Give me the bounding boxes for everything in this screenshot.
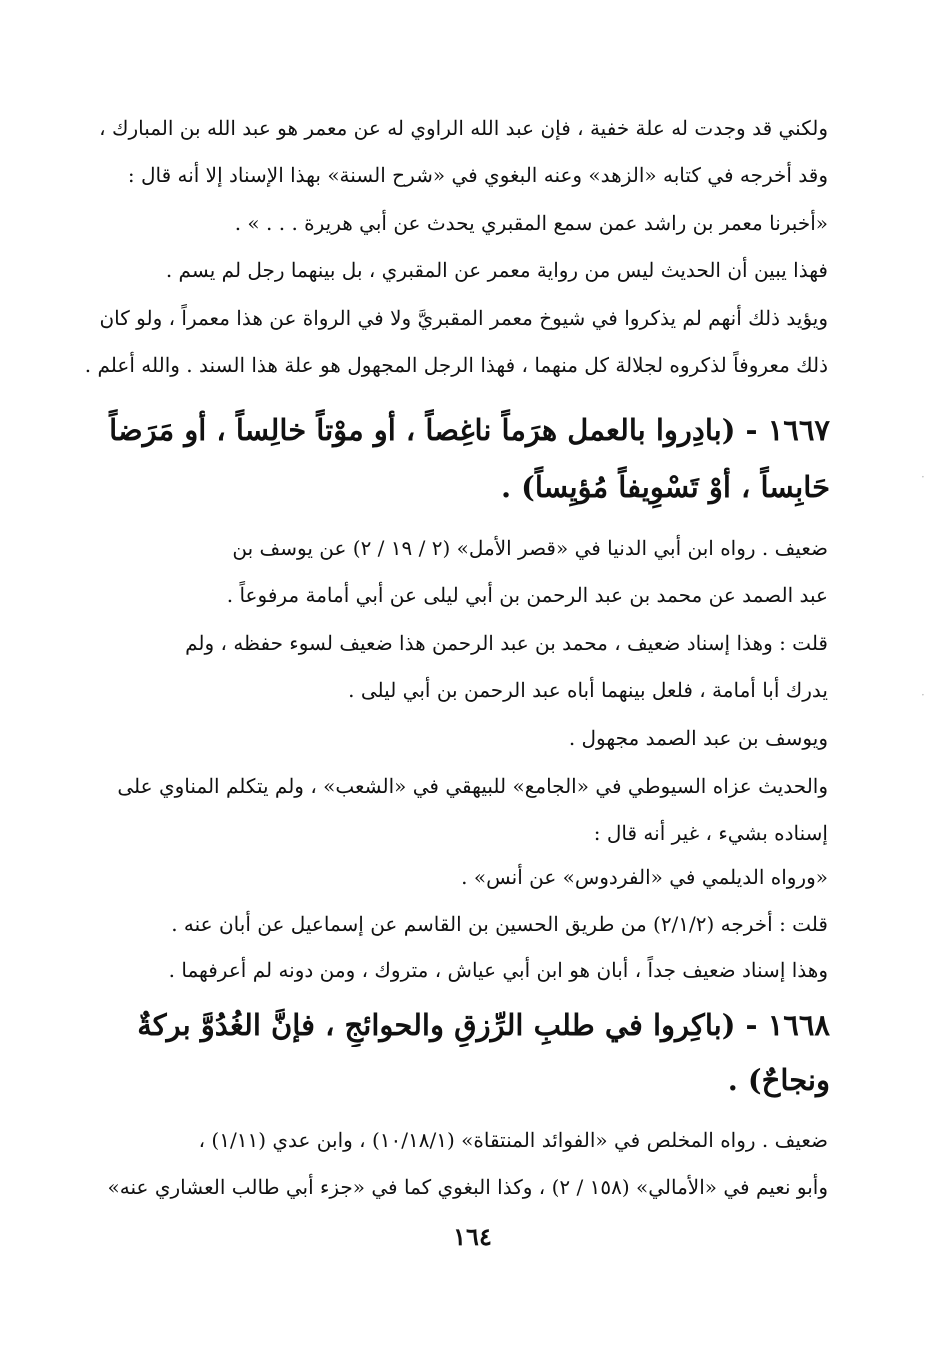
text-line: وقد أخرجه في كتابه «الزهد» وعنه البغوي في «شرح السنة» بهذا الإسناد إلا أنه قال : (127, 163, 828, 187)
text-line: قلت : وهذا إسناد ضعيف ، محمد بن عبد الرحمن هذا ضعيف لسوء حفظه ، ولم (185, 631, 828, 655)
hadith-heading: ١٦٦٧ - (بادِروا بالعمل هرَماً ناغِصاً ، أو موْتاً خالِساً ، أو مَرَضاً (109, 413, 830, 447)
text-line: عبد الصمد عن محمد بن عبد الرحمن بن أبي ليلى عن أبي أمامة مرفوعاً . (226, 583, 828, 607)
text-line: ويؤيد ذلك أنهم لم يذكروا في شيوخ معمر المقبريَّ ولا في الرواة عن هذا معمراً ، ولو كان (99, 306, 828, 330)
text-line: ضعيف . رواه المخلص في «الفوائد المنتقاة» (١٠/١٨/١) ، وابن عدي (١/١١) ، (198, 1128, 828, 1152)
text-line: وأبو نعيم في «الأمالي» (١٥٨ / ٢) ، وكذا البغوي كما في «جزء أبي طالب العشاري عنه» (107, 1175, 828, 1199)
text-line: يدرك أبا أمامة ، فلعل بينهما أباه عبد الرحمن بن أبي ليلى . (348, 678, 828, 702)
text-line: فهذا يبين أن الحديث ليس من رواية معمر عن المقبري ، بل بينهما رجل لم يسم . (165, 258, 828, 282)
text-line: ولكني قد وجدت له علة خفية ، فإن عبد الله الراوي له عن معمر هو عبد الله بن المبارك ، (99, 116, 828, 140)
text-line: «أخبرنا معمر بن راشد عمن سمع المقبري يحدث عن أبي هريرة . . . » . (234, 211, 828, 235)
text-line: إسناده بشيء ، غير أنه قال : (593, 821, 828, 845)
text-line: ضعيف . رواه ابن أبي الدنيا في «قصر الأمل» (٢ / ١٩ / ٢) عن يوسف بن (232, 536, 828, 560)
scan-speck: · (921, 470, 925, 484)
scan-speck: · (921, 688, 925, 702)
text-line: والحديث عزاه السيوطي في «الجامع» للبيهقي في «الشعب» ، ولم يتكلم المناوي على (117, 774, 828, 798)
hadith-heading: ونجاحٌ) . (727, 1063, 830, 1097)
text-line: ذلك معروفاً لذكروه لجلالة كل منهما ، فهذا الرجل المجهول هو علة هذا السند . والله أعلم . (84, 353, 828, 377)
page-number: ١٦٤ (453, 1222, 492, 1251)
text-line: «ورواه الديلمي في «الفردوس» عن أنس» . (461, 865, 828, 889)
hadith-heading: حَابِساً ، أوْ تَسْوِيفاً مُؤيِساً) . (500, 470, 830, 504)
text-line: وهذا إسناد ضعيف جداً ، أبان هو ابن أبي عياش ، متروك ، ومن دونه لم أعرفهما . (168, 958, 828, 982)
text-line: قلت : أخرجه (٢/١/٢) من طريق الحسين بن القاسم عن إسماعيل عن أبان عنه . (171, 912, 828, 936)
hadith-heading: ١٦٦٨ - (باكِروا في طلبِ الرِّزقِ والحوائجِ ، فإنَّ الغُدُوَّ بركةٌ (137, 1008, 830, 1042)
text-line: ويوسف بن عبد الصمد مجهول . (568, 726, 828, 750)
